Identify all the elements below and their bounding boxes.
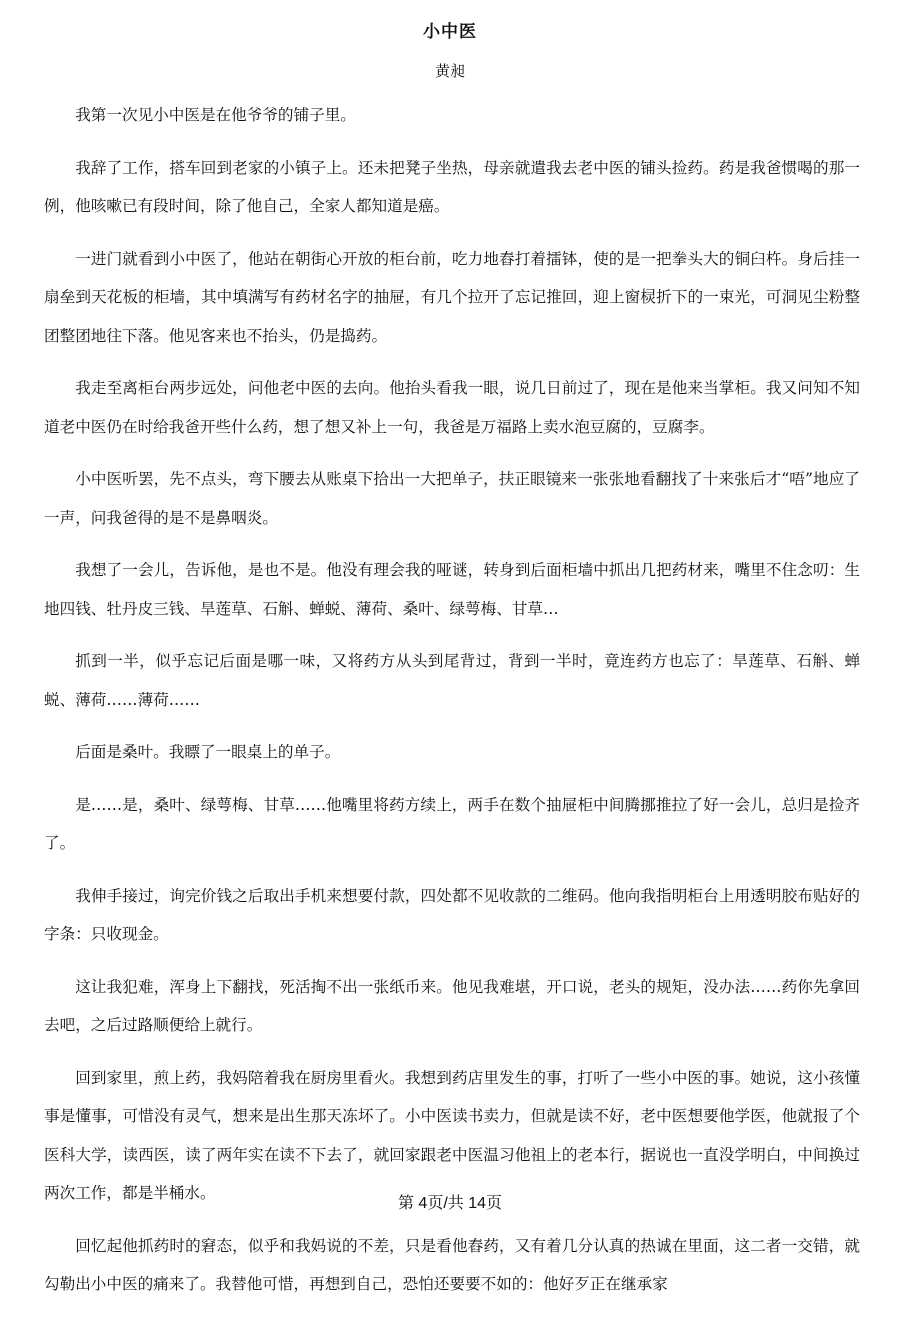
paragraph: 我第一次见小中医是在他爷爷的铺子里。 bbox=[75, 106, 356, 124]
article-body bbox=[44, 96, 860, 1318]
paragraph: 回忆起他抓药时的窘态，似乎和我妈说的不差，只是看他舂药，又有着几分认真的热诚在里面，这二者一交错，就勾勒出小中医的痛来了。我替他可惜，再想到自己，恐怕还要要不如的：他好歹正在继承家 bbox=[44, 1236, 860, 1293]
paragraph: 我走至离柜台两步远处，问他老中医的去向。他抬头看我一眼，说几日前过了，现在是他来当掌柜。我又问知不知道老中医仍在时给我爸开些什么药，想了想又补上一句，我爸是万福路上卖水泡豆腐的，豆腐李。 bbox=[44, 379, 860, 436]
paragraph: 这让我犯难，浑身上下翻找，死活掏不出一张纸币来。他见我难堪，开口说，老头的规矩，没办法……药你先拿回去吧，之后过路顺便给上就行。 bbox=[44, 977, 860, 1034]
paragraph: 一进门就看到小中医了，他站在朝街心开放的柜台前，吃力地舂打着擂钵，使的是一把拳头大的铜臼杵。身后挂一扇垒到天花板的柜墙，其中填满写有药材名字的抽屉，有几个拉开了忘记推回，迎上窗棂折下的一束光，可洞见尘粉整团整团地往下落。他见客来也不抬头，仍是捣药。 bbox=[44, 249, 860, 345]
paragraph: 后面是桑叶。我瞟了一眼桌上的单子。 bbox=[75, 743, 341, 761]
article-author: 黄昶 bbox=[434, 62, 465, 80]
paragraph: 回到家里，煎上药，我妈陪着我在厨房里看火。我想到药店里发生的事，打听了一些小中医的事。她说，这小孩懂事是懂事，可惜没有灵气，想来是出生那天冻坏了。小中医读书卖力，但就是读不好，老中医想要他学医，他就报了个医科大学，读西医，读了两年实在读不下去了，就回家跟老中医温习他祖上的老本行，据说也一直没学明白，中间换过两次工作，都是半桶水。 bbox=[44, 1068, 860, 1202]
paragraph: 我想了一会儿，告诉他，是也不是。他没有理会我的哑谜，转身到后面柜墙中抓出几把药材来，嘴里不住念叨：生地四钱、牡丹皮三钱、旱莲草、石斛、蝉蜕、薄荷、桑叶、绿萼梅、甘草… bbox=[44, 561, 860, 618]
paragraph: 是……是，桑叶、绿萼梅、甘草……他嘴里将药方续上，两手在数个抽屉柜中间腾挪推拉了好一会儿，总归是捡齐了。 bbox=[44, 795, 860, 852]
paragraph: 我伸手接过，询完价钱之后取出手机来想要付款，四处都不见收款的二维码。他向我指明柜台上用透明胶布贴好的字条：只收现金。 bbox=[44, 886, 860, 943]
page-number-footer: 第 4页/共 14页 bbox=[397, 1195, 503, 1212]
paragraph: 小中医听罢，先不点头，弯下腰去从账桌下拾出一大把单子，扶正眼镜来一张张地看翻找了十来张后才“唔”地应了一声，问我爸得的是不是鼻咽炎。 bbox=[44, 470, 860, 527]
paragraph: 我辞了工作，搭车回到老家的小镇子上。还未把凳子坐热，母亲就遣我去老中医的铺头捡药。药是我爸惯喝的那一例，他咳嗽已有段时间，除了他自己，全家人都知道是癌。 bbox=[44, 158, 860, 215]
paragraph: 抓到一半，似乎忘记后面是哪一味，又将药方从头到尾背过，背到一半时，竟连药方也忘了：旱莲草、石斛、蝉蜕、薄荷……薄荷…… bbox=[44, 652, 860, 709]
article-title: 小中医 bbox=[423, 22, 477, 42]
